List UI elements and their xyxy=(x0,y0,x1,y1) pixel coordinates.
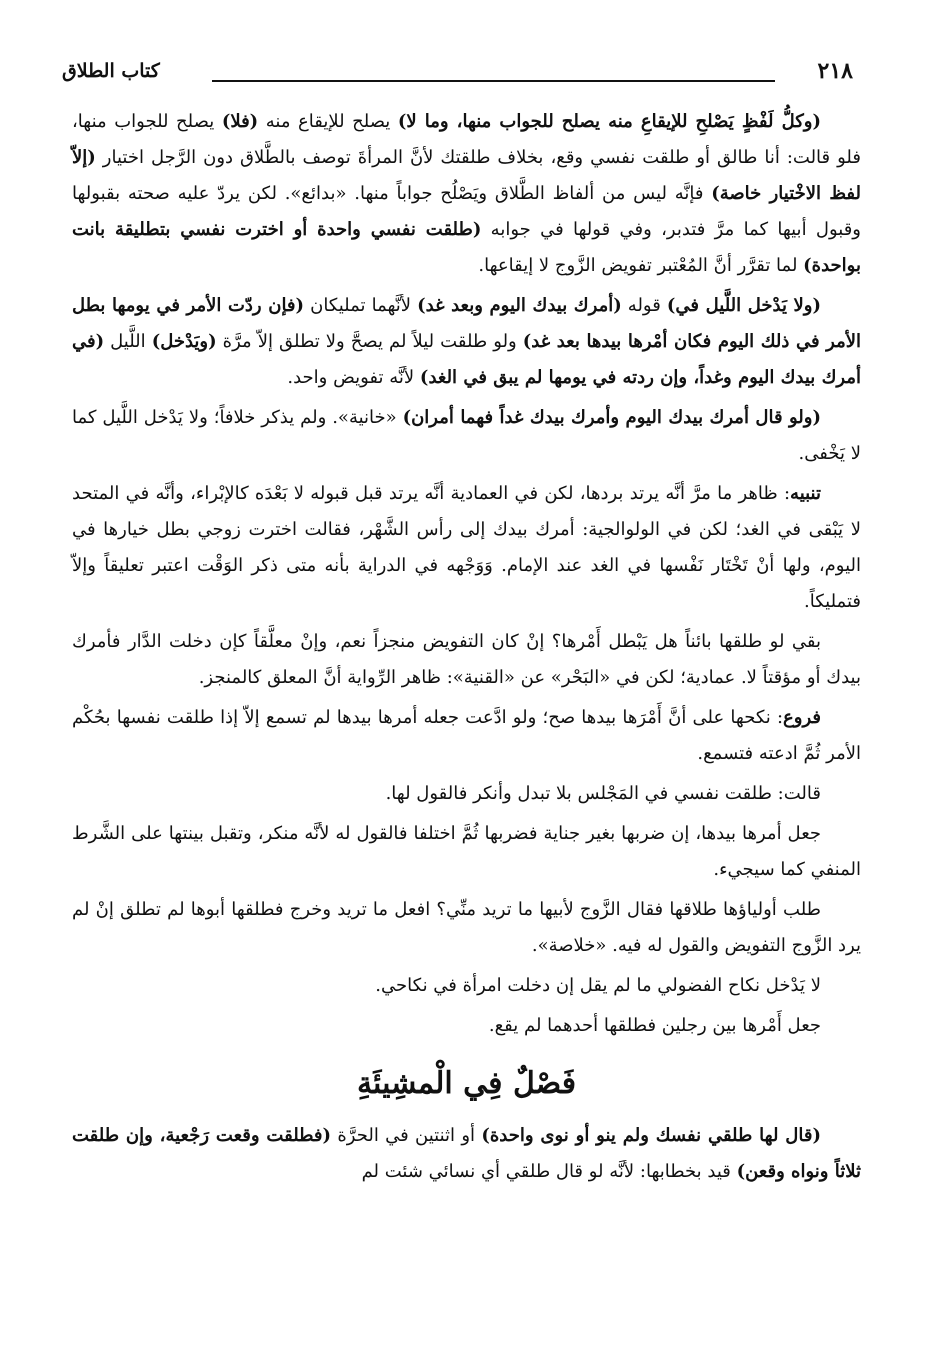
last-paragraph xyxy=(72,1118,861,1190)
paragraph xyxy=(72,288,861,396)
text-segment: يصلح للإيقاع منه xyxy=(258,111,398,132)
bold-text-segment: (طلقت نفسي واحدة أو اخترت نفسي بتطليقة بانت بواحدة) xyxy=(72,219,861,276)
bold-text-segment: (ولا يَدْخل اللَّيل في) xyxy=(666,295,822,316)
text-segment: قالت: طلقت نفسي في المَجْلس بلا تبدل وأنكر فالقول لها. xyxy=(385,783,821,804)
paragraph xyxy=(72,1008,861,1044)
text-segment: طلب أولياؤها طلاقها فقال الزَّوج لأبيها ما تريد منِّي؟ افعل ما تريد وخرج فطلقها أبوها لم تطلق إنْ لم يرد الزَّوج التفويض والقول له فيه. «خلاصة». xyxy=(72,899,861,956)
bold-text-segment: (ولو قال أمرك بيدك اليوم وأمرك بيدك غداً فهما أمران) xyxy=(402,407,821,428)
text-segment: أو اثنتين في الحرَّة xyxy=(331,1125,482,1146)
text-segment: لا يَدْخل نكاح الفضولي ما لم يقل إن دخلت امرأة في نكاحي. xyxy=(375,975,821,996)
bold-text-segment: فروع xyxy=(783,707,821,728)
text-segment: لأنَّهما تمليكان xyxy=(304,295,418,316)
text-segment: بقي لو طلقها بائناً هل يَبْطل أَمْرها؟ إنْ كان التفويض منجزاً نعم، وإنْ معلَّقاً كإن دخلت الدَّار فأمرك بيدك أو مؤقتاً لا. عمادية؛ لكن في «البَحْر» عن «القنية»: ظاهر الرِّواية أنَّ المعلق كالمنجز. xyxy=(72,631,861,688)
bold-text-segment: (فإن ردّت الأمر في يومها بطل الأمر في ذلك اليوم فكان أمْرها بيدها بعد غد) xyxy=(72,295,862,352)
paragraph xyxy=(72,968,861,1004)
text-segment: لأنَّه تفويض واحد. xyxy=(287,367,420,388)
text-segment: اللَّيل xyxy=(104,331,152,352)
paragraph xyxy=(72,700,861,772)
paragraph xyxy=(72,1118,861,1190)
bold-text-segment: (قال لها طلقي نفسك ولم ينو أو نوى واحدة) xyxy=(481,1125,821,1146)
text-segment: لما تقرَّر أنَّ المُعْتبر تفويض الزَّوج لا إيقاعها. xyxy=(478,255,804,276)
page-body xyxy=(72,104,861,1345)
header-rule xyxy=(212,80,775,82)
paragraph xyxy=(72,476,861,620)
paragraph xyxy=(72,892,861,964)
text-segment: فإنَّه ليس من ألفاظ الطَّلاق ويَصْلُح جواباً منها. «بدائع». لكن يردّ عليه صحته بقبولها وقبول أبيها كما مرَّ فتدبر، وفي قولها في جوابه xyxy=(72,183,861,240)
page-number: ٢١٨ xyxy=(817,58,853,84)
paragraph xyxy=(72,776,861,812)
text-segment: «خانية». ولم يذكر خلافاً؛ ولا يَدْخل اللَّيل كما لا يَخْفى. xyxy=(72,407,861,464)
page-header xyxy=(62,56,853,96)
bold-text-segment: (فطلقت وقعت رَجْعية، وإن طلقت ثلاثاً ونواه وقعن) xyxy=(72,1125,861,1182)
paragraph xyxy=(72,624,861,696)
bold-text-segment: (فلا) xyxy=(221,111,259,132)
bold-text-segment: (في أمرك بيدك اليوم وغداً، وإن ردته في يومها لم يبق في الغد) xyxy=(72,331,861,388)
text-segment: قيد بخطابها: لأنَّه لو قال طلقي أي نسائي شئت لم xyxy=(361,1161,737,1182)
text-segment: قوله xyxy=(621,295,667,316)
section-heading: فَصْلٌ فِي الْمشِيئَةِ xyxy=(356,1066,577,1101)
text-segment: : نكحها على أنَّ أَمْرَها بيدها صح؛ ولو ادَّعت جعله أمرها بيدها لم تسمع إلاّ إذا طلقت نفسها بحُكْم الأمر ثُمَّ ادعته فتسمع. xyxy=(72,707,861,764)
paragraph xyxy=(72,816,861,888)
bold-text-segment: (أمرك بيدك اليوم وبعد غد) xyxy=(417,295,622,316)
bold-text-segment: (إلاّ لفظ الاخْتيار خاصة) xyxy=(72,147,861,204)
bold-text-segment: (ويَدْخل) xyxy=(151,331,217,352)
paragraphs xyxy=(72,104,861,1044)
text-segment: يصلح للجواب منها، فلو قالت: أنا طالق أو طلقت نفسي وقع، بخلاف طلقتك لأنَّ المرأةَ توصف بالطَّلاق دون الرَّجل اختيار xyxy=(72,111,861,168)
bold-text-segment: تنبيه xyxy=(790,483,822,504)
text-segment: جعل أمرها بيدها، إن ضربها بغير جناية فضربها ثُمَّ اختلفا فالقول له لأنَّه منكر، وتقبل بينتها على الشَّرط المنفي كما سيجيء. xyxy=(72,823,861,880)
text-segment: : ظاهر ما مرَّ أنَّه يرتد بردها، لكن في العمادية أنَّه يرتد قبل قبوله لا بَعْدَه كالإبْراء، وأنَّه في المتحد لا يَبْقى في الغد؛ لكن في الولوالجية: أمرك بيدك إلى رأس الشَّهْر، فقالت اخترت زوجي بطل خيارها في اليوم، ولها أنْ تَخْتَار نَفْسها في الغد عند الإمام. وَوَجْهه في الدراية بأنه متى ذكر الوَقْت اعتبر تعليقاً وإلاّ فتمليكاً. xyxy=(72,483,861,612)
book-title: كتاب الطلاق xyxy=(62,60,160,82)
paragraph xyxy=(72,104,861,284)
text-segment: ولو طلقت ليلاً لم يصحَّ ولا تطلق إلاّ مرَّة xyxy=(216,331,523,352)
text-segment: جعل أَمْرها بين رجلين فطلقها أحدهما لم يقع. xyxy=(488,1015,821,1036)
bold-text-segment: (وكلُّ لَفْظٍ يَصْلحِ للإيقاعِ منه يصلح للجواب منها، وما لا) xyxy=(397,111,822,132)
paragraph xyxy=(72,400,861,472)
